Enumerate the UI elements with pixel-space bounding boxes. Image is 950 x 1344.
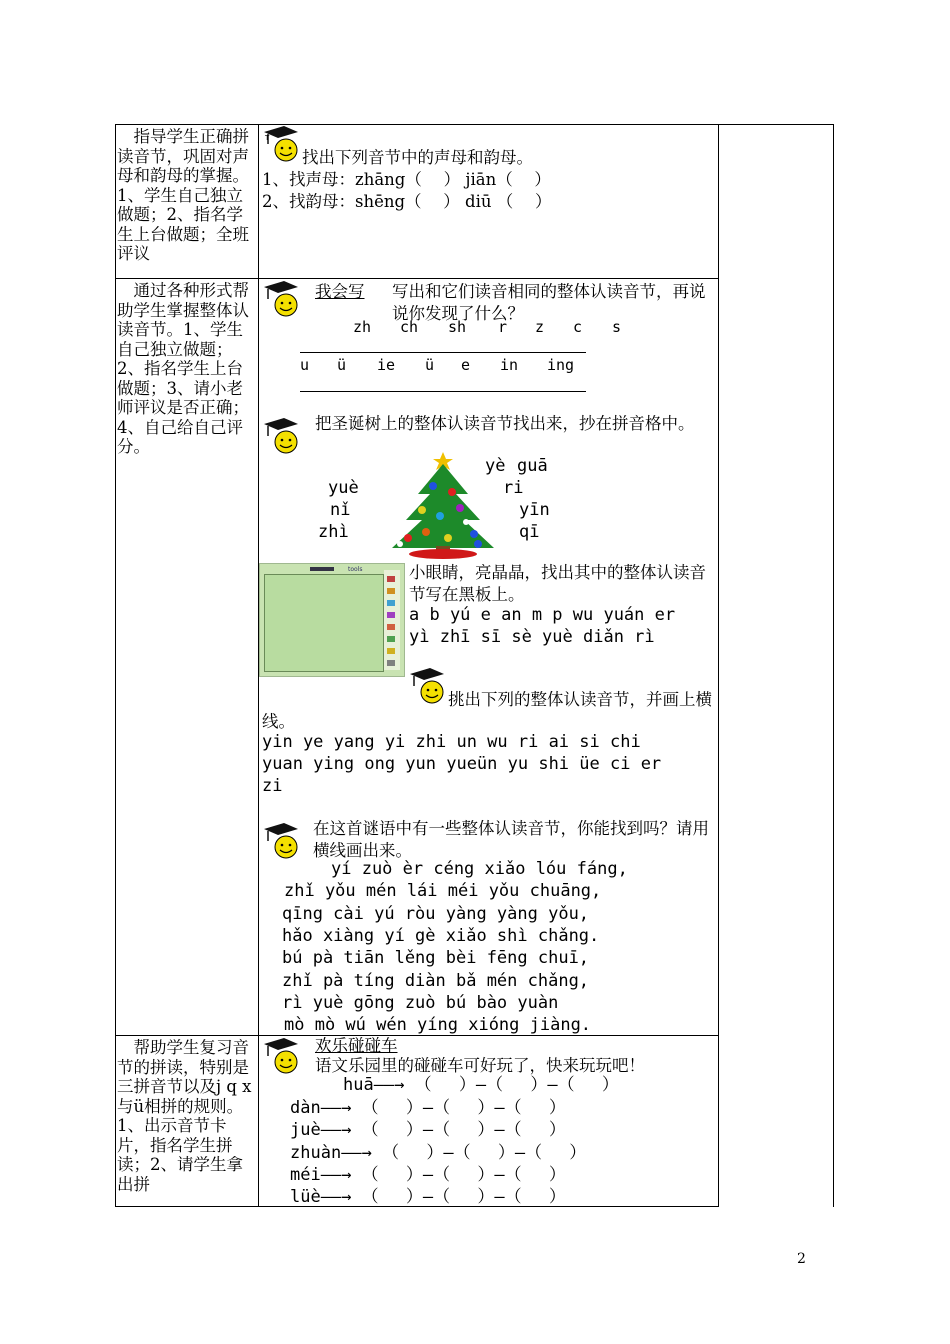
task1-instruction: 写出和它们读音相同的整体认读音节，再说说你发现了什么？ bbox=[392, 282, 706, 323]
row1-instruction: 找出下列音节中的声母和韵母。 bbox=[302, 148, 533, 167]
car-blanks: ——→ （ ）—（ ）—（ ） bbox=[373, 1075, 619, 1095]
syllable: ing bbox=[547, 356, 575, 374]
riddle-line: yí zuò èr céng xiǎo lóu fáng, bbox=[331, 859, 628, 879]
syllable: sh bbox=[448, 318, 467, 336]
board-tool-icon bbox=[387, 612, 395, 618]
board-tool-icon bbox=[387, 576, 395, 582]
row3-objective-text: 帮助学生复习音节的拼读，特别是三拼音节以及j q x与ü相拼的规则。1、出示音节卡片，指名学生拼读；2、请学生拿出拼 bbox=[117, 1038, 252, 1194]
board-toolbar bbox=[384, 570, 400, 670]
bumper-car-line bbox=[290, 1164, 566, 1186]
grad-cap-smiley-icon bbox=[262, 823, 302, 861]
task3-line2: yì zhī sī sè yuè diǎn rì bbox=[409, 627, 655, 647]
row3-title: 欢乐碰碰车 bbox=[315, 1036, 398, 1055]
syllable: e bbox=[461, 356, 471, 374]
syllable: ie bbox=[377, 356, 396, 374]
board-top-bar bbox=[310, 567, 334, 571]
tree-syllable: ri bbox=[503, 478, 524, 498]
syllable: c bbox=[573, 318, 583, 336]
tree-syllable: yuè bbox=[328, 478, 359, 498]
task2-instruction: 把圣诞树上的整体认读音节找出来，抄在拼音格中。 bbox=[315, 414, 695, 433]
riddle-line: qīng cài yú ròu yàng yàng yǒu, bbox=[282, 904, 590, 924]
car-blanks: ——→ （ ）—（ ）—（ ） bbox=[320, 1165, 566, 1185]
blackboard-surface bbox=[264, 574, 384, 672]
board-tool-icon bbox=[387, 636, 395, 642]
syllable: s bbox=[612, 318, 622, 336]
syllable: ü bbox=[425, 356, 435, 374]
bumper-car-line bbox=[290, 1097, 566, 1119]
tree-syllable: yè bbox=[485, 456, 506, 476]
board-tab-label: tools bbox=[348, 566, 363, 573]
car-syllable: zhuàn bbox=[290, 1143, 342, 1163]
blackboard-image bbox=[259, 563, 405, 677]
riddle-line: hǎo xiàng yí gè xiǎo shì chǎng. bbox=[282, 926, 600, 946]
bumper-car-line bbox=[343, 1074, 619, 1096]
task1-title: 我会写 bbox=[315, 282, 365, 301]
grad-cap-smiley-icon bbox=[262, 281, 302, 319]
task3-line1: a b yú e an m p wu yuán er bbox=[409, 605, 676, 625]
car-syllable: dàn bbox=[290, 1098, 321, 1118]
syllable: ü bbox=[337, 356, 347, 374]
syllable: r bbox=[498, 318, 508, 336]
riddle-line: mò mò wú wén yíng xióng jiàng. bbox=[284, 1015, 592, 1035]
col-divider-2 bbox=[718, 124, 719, 1207]
tree-syllable: guā bbox=[517, 456, 548, 476]
syllable: u bbox=[300, 356, 310, 374]
car-blanks: ——→ （ ）—（ ）—（ ） bbox=[341, 1143, 587, 1163]
tree-syllable: zhì bbox=[318, 522, 349, 542]
grad-cap-smiley-icon bbox=[262, 418, 302, 456]
car-syllable: méi bbox=[290, 1165, 321, 1185]
row3-subtitle: 语文乐园里的碰碰车可好玩了，快来玩玩吧！ bbox=[315, 1056, 645, 1075]
board-tool-icon bbox=[387, 588, 395, 594]
row1-find-finals: 2、找韵母：shēng（ ） diū （ ） bbox=[262, 192, 552, 211]
riddle-line: zhǐ yǒu mén lái méi yǒu chuāng, bbox=[284, 881, 602, 901]
board-tool-icon bbox=[387, 600, 395, 606]
answer-line bbox=[300, 352, 586, 353]
grad-cap-smiley-icon bbox=[262, 1038, 302, 1076]
bumper-car-line bbox=[290, 1142, 586, 1164]
board-tool-icon bbox=[387, 648, 395, 654]
tree-syllable: qī bbox=[519, 522, 540, 542]
grad-cap-smiley-icon bbox=[262, 126, 302, 164]
car-blanks: ——→ （ ）—（ ）—（ ） bbox=[320, 1098, 566, 1118]
tree-syllable: nǐ bbox=[330, 500, 351, 520]
board-tool-icon bbox=[387, 624, 395, 630]
syllable: z bbox=[535, 318, 545, 336]
task5-instruction: 在这首谜语中有一些整体认读音节，你能找到吗？请用横线画出来。 bbox=[313, 819, 709, 860]
bumper-car-line bbox=[290, 1119, 566, 1141]
board-tool-icon bbox=[387, 660, 395, 666]
car-syllable: lüè bbox=[290, 1187, 321, 1207]
tree-syllable: yīn bbox=[519, 500, 550, 520]
row2-objective-text: 通过各种形式帮助学生掌握整体认读音节。1、学生自己独立做题；2、指名学生上台做题；3、请小老师评议是否正确；4、自己给自己评分。 bbox=[117, 281, 249, 456]
riddle-line: zhǐ pà tíng diàn bǎ mén chǎng, bbox=[282, 971, 590, 991]
answer-line bbox=[300, 391, 586, 392]
task4-line: yin ye yang yi zhi un wu ri ai si chi bbox=[262, 732, 641, 752]
task4-instruction: 挑出下列的整体认读音节，并画上横线。 bbox=[262, 690, 712, 731]
task3-instruction: 小眼睛，亮晶晶，找出其中的整体认读音节写在黑板上。 bbox=[409, 563, 706, 604]
syllable: ch bbox=[400, 318, 419, 336]
task4-line: zi bbox=[262, 776, 283, 796]
car-syllable: huā bbox=[343, 1075, 374, 1095]
page-number: 2 bbox=[797, 1251, 806, 1267]
car-blanks: ——→ （ ）—（ ）—（ ） bbox=[320, 1187, 566, 1207]
table-top-border bbox=[115, 124, 834, 125]
syllable: in bbox=[500, 356, 519, 374]
row1-find-initials: 1、找声母：zhāng（ ） jiān（ ） bbox=[262, 170, 551, 189]
car-syllable: juè bbox=[290, 1120, 321, 1140]
syllable: zh bbox=[353, 318, 372, 336]
riddle-line: rì yuè gōng zuò bú bào yuàn bbox=[282, 993, 559, 1013]
row1-objective-text: 指导学生正确拼读音节，巩固对声母和韵母的掌握。1、学生自己独立做题；2、指名学生上台做题；全班评议 bbox=[117, 127, 249, 263]
car-blanks: ——→ （ ）—（ ）—（ ） bbox=[320, 1120, 566, 1140]
table-left-border bbox=[115, 124, 116, 1207]
task4-line: yuan ying ong yun yueün yu shi üe ci er bbox=[262, 754, 662, 774]
bumper-car-line bbox=[290, 1186, 566, 1208]
row-divider-1 bbox=[115, 278, 719, 279]
svg-text:T: T bbox=[265, 134, 270, 142]
table-right-border bbox=[833, 124, 834, 1207]
riddle-line: bú pà tiān lěng bèi fēng chuī, bbox=[282, 948, 590, 968]
